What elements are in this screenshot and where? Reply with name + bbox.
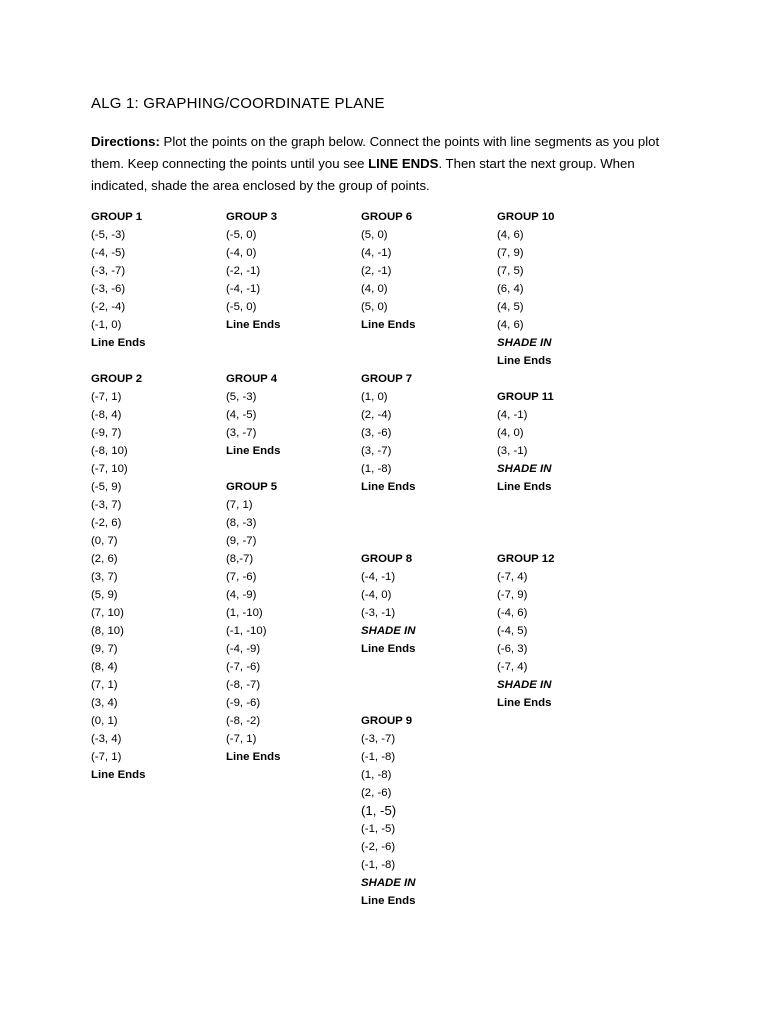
group-point: (-9, 7) bbox=[91, 427, 122, 439]
group-point: (-4, -1) bbox=[226, 283, 261, 295]
group-point: (4, -1) bbox=[497, 409, 528, 421]
group-point: (-3, -1) bbox=[361, 607, 396, 619]
group-point: (-8, -2) bbox=[226, 715, 261, 727]
group-header: GROUP 12 bbox=[497, 553, 555, 565]
group-header: GROUP 10 bbox=[497, 211, 555, 223]
group-point: (9, 7) bbox=[91, 643, 118, 655]
group-point: (3, 4) bbox=[91, 697, 118, 709]
line-ends-label: Line Ends bbox=[226, 751, 281, 763]
group-point: (0, 1) bbox=[91, 715, 118, 727]
group-point: (5, -3) bbox=[226, 391, 257, 403]
group-point: (5, 0) bbox=[361, 229, 388, 241]
group-point: (2, 6) bbox=[91, 553, 118, 565]
directions-text-2: . Then start the next group. When indicated, shade the area enclosed by the group of points. bbox=[91, 156, 635, 193]
group-point: (-4, 6) bbox=[497, 607, 528, 619]
line-ends-label: Line Ends bbox=[361, 481, 416, 493]
group-point: (9, -7) bbox=[226, 535, 257, 547]
group-point: (-8, -7) bbox=[226, 679, 261, 691]
group-point: (-3, 4) bbox=[91, 733, 122, 745]
group-point: (-1, -8) bbox=[361, 859, 396, 871]
group-point: (8,-7) bbox=[226, 553, 254, 565]
group-point: (-2, -6) bbox=[361, 841, 396, 853]
group-point: (-4, 0) bbox=[361, 589, 392, 601]
group-point: (1, -8) bbox=[361, 769, 392, 781]
group-point: (-8, 4) bbox=[91, 409, 122, 421]
group-header: GROUP 3 bbox=[226, 211, 278, 223]
line-ends-label: Line Ends bbox=[497, 697, 552, 709]
group-point: (-2, -1) bbox=[226, 265, 261, 277]
group-point: (7, 5) bbox=[497, 265, 524, 277]
group-point: (1, -10) bbox=[226, 607, 263, 619]
group-header: GROUP 11 bbox=[497, 391, 554, 403]
group-header: GROUP 6 bbox=[361, 211, 413, 223]
group-point: (3, 7) bbox=[91, 571, 118, 583]
group-header: GROUP 4 bbox=[226, 373, 278, 385]
directions-text-1: Plot the points on the graph below. Connect the points with line segments as you plot them. Keep connecting the points until you see bbox=[91, 134, 660, 171]
group-point: (-4, -5) bbox=[91, 247, 126, 259]
shade-in-label: SHADE IN bbox=[497, 337, 552, 349]
group-point: (-6, 3) bbox=[497, 643, 528, 655]
group-point: (-9, -6) bbox=[226, 697, 261, 709]
group-point: (4, 0) bbox=[361, 283, 388, 295]
group-point: (-2, -4) bbox=[91, 301, 126, 313]
group-point: (5, 0) bbox=[361, 301, 388, 313]
group-point: (3, -7) bbox=[226, 427, 257, 439]
group-point: (-5, 0) bbox=[226, 301, 257, 313]
line-ends-label: Line Ends bbox=[361, 895, 416, 907]
group-point: (-4, 0) bbox=[226, 247, 257, 259]
line-ends-label: Line Ends bbox=[226, 445, 281, 457]
group-point: (5, 9) bbox=[91, 589, 118, 601]
group-header: GROUP 9 bbox=[361, 715, 413, 727]
group-point: (8, 10) bbox=[91, 625, 124, 637]
group-point: (8, -3) bbox=[226, 517, 257, 529]
group-point: (7, -6) bbox=[226, 571, 257, 583]
line-ends-label: Line Ends bbox=[497, 355, 552, 367]
shade-in-label: SHADE IN bbox=[361, 877, 416, 889]
group-point: (1, -5) bbox=[361, 803, 397, 818]
group-point: (6, 4) bbox=[497, 283, 524, 295]
group-point: (-5, 0) bbox=[226, 229, 257, 241]
group-point: (-3, -7) bbox=[91, 265, 126, 277]
line-ends-label: Line Ends bbox=[497, 481, 552, 493]
group-point: (-4, -1) bbox=[361, 571, 396, 583]
line-ends-label: Line Ends bbox=[361, 319, 416, 331]
shade-in-label: SHADE IN bbox=[497, 463, 552, 475]
group-point: (4, -5) bbox=[226, 409, 257, 421]
group-point: (7, 10) bbox=[91, 607, 124, 619]
group-point: (4, 5) bbox=[497, 301, 524, 313]
group-point: (-7, 4) bbox=[497, 571, 528, 583]
group-point: (-4, -9) bbox=[226, 643, 261, 655]
shade-in-label: SHADE IN bbox=[361, 625, 416, 637]
group-point: (-7, 4) bbox=[497, 661, 528, 673]
group-point: (-1, -5) bbox=[361, 823, 396, 835]
line-ends-label: Line Ends bbox=[91, 769, 146, 781]
group-point: (7, 1) bbox=[91, 679, 118, 691]
group-point: (4, 6) bbox=[497, 229, 524, 241]
group-header: GROUP 2 bbox=[91, 373, 143, 385]
group-point: (-2, 6) bbox=[91, 517, 122, 529]
group-point: (3, -7) bbox=[361, 445, 392, 457]
group-point: (-8, 10) bbox=[91, 445, 128, 457]
line-ends-label: Line Ends bbox=[226, 319, 281, 331]
group-point: (2, -6) bbox=[361, 787, 392, 799]
group-point: (4, -1) bbox=[361, 247, 392, 259]
directions-paragraph bbox=[91, 131, 691, 197]
group-point: (8, 4) bbox=[91, 661, 118, 673]
group-point: (-7, 9) bbox=[497, 589, 528, 601]
group-point: (-3, -6) bbox=[91, 283, 126, 295]
page-title: ALG 1: GRAPHING/COORDINATE PLANE bbox=[91, 95, 385, 112]
group-point: (-3, -7) bbox=[361, 733, 396, 745]
group-point: (4, 6) bbox=[497, 319, 524, 331]
group-point: (0, 7) bbox=[91, 535, 118, 547]
group-header: GROUP 8 bbox=[361, 553, 413, 565]
group-point: (-4, 5) bbox=[497, 625, 528, 637]
group-point: (-7, 1) bbox=[91, 391, 122, 403]
group-point: (4, -9) bbox=[226, 589, 257, 601]
directions-line-ends-emphasis: LINE ENDS bbox=[368, 156, 439, 171]
group-point: (-7, -6) bbox=[226, 661, 261, 673]
group-point: (2, -4) bbox=[361, 409, 392, 421]
group-point: (-7, 1) bbox=[91, 751, 122, 763]
group-point: (-1, -10) bbox=[226, 625, 267, 637]
line-ends-label: Line Ends bbox=[361, 643, 416, 655]
line-ends-label: Line Ends bbox=[91, 337, 146, 349]
group-point: (4, 0) bbox=[497, 427, 524, 439]
group-point: (7, 9) bbox=[497, 247, 524, 259]
group-header: GROUP 5 bbox=[226, 481, 278, 493]
group-point: (3, -1) bbox=[497, 445, 528, 457]
group-point: (2, -1) bbox=[361, 265, 392, 277]
group-point: (-7, 1) bbox=[226, 733, 257, 745]
directions-label: Directions: bbox=[91, 134, 160, 149]
group-point: (1, 0) bbox=[361, 391, 388, 403]
group-point: (-1, 0) bbox=[91, 319, 122, 331]
shade-in-label: SHADE IN bbox=[497, 679, 552, 691]
group-point: (-5, -3) bbox=[91, 229, 126, 241]
group-point: (3, -6) bbox=[361, 427, 392, 439]
group-point: (-7, 10) bbox=[91, 463, 128, 475]
group-point: (-5, 9) bbox=[91, 481, 122, 493]
group-point: (7, 1) bbox=[226, 499, 253, 511]
group-point: (-1, -8) bbox=[361, 751, 396, 763]
group-header: GROUP 1 bbox=[91, 211, 143, 223]
group-point: (-3, 7) bbox=[91, 499, 122, 511]
group-point: (1, -8) bbox=[361, 463, 392, 475]
group-header: GROUP 7 bbox=[361, 373, 413, 385]
